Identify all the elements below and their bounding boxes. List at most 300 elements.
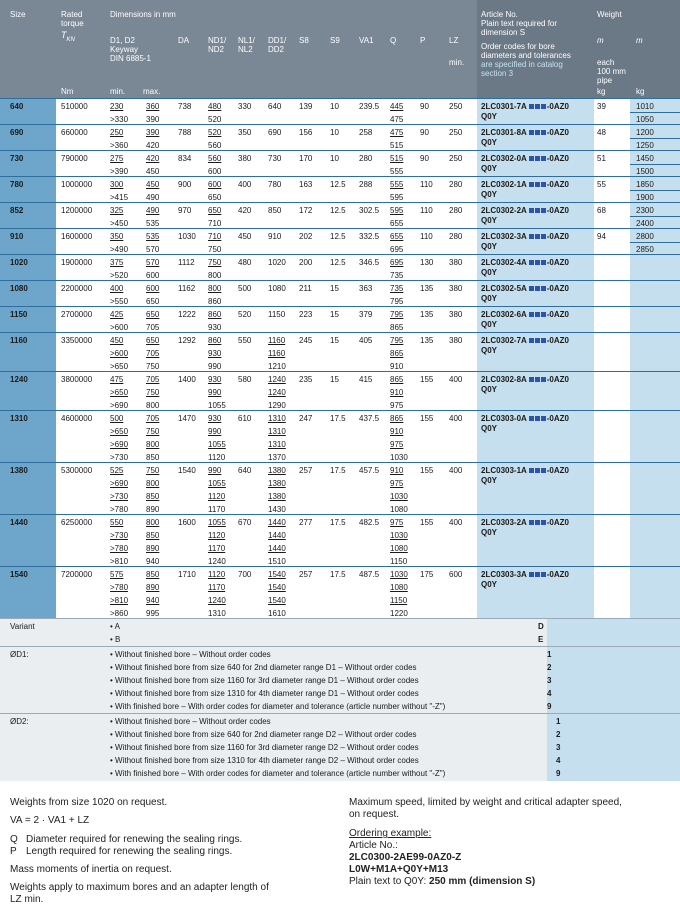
pipe-weight-value: 1850 <box>636 180 654 189</box>
lz-value: 250 <box>449 128 463 137</box>
placeholder-square-icon <box>535 182 540 187</box>
lz-value: 400 <box>449 414 463 423</box>
dd-value: 1510 <box>268 557 286 566</box>
table-row <box>0 566 680 619</box>
dd-value: 1430 <box>268 505 286 514</box>
hdr-m2: m <box>636 36 643 45</box>
placeholder-square-icon <box>529 468 534 473</box>
table-row <box>0 254 680 281</box>
q-value: 865 <box>390 375 404 384</box>
q-value: 910 <box>390 427 404 436</box>
bore-min: >330 <box>110 115 129 124</box>
table-header <box>0 0 680 98</box>
q-value: 555 <box>390 180 404 189</box>
bore-min: >600 <box>110 323 129 332</box>
s8-value: 235 <box>299 375 313 384</box>
bullet-icon: • <box>110 663 116 672</box>
hdr-dims: Dimensions in mm <box>110 10 176 19</box>
placeholder-square-icon <box>541 377 546 382</box>
article-base: 2LC0302-2A <box>481 206 527 215</box>
q-value: 695 <box>390 258 404 267</box>
article-number[interactable] <box>481 375 569 395</box>
va1-value: 280 <box>359 154 373 163</box>
size-value: 1020 <box>10 258 28 267</box>
s9-value: 17.5 <box>330 518 346 527</box>
lz-value: 400 <box>449 466 463 475</box>
dd-value: 1290 <box>268 401 286 410</box>
torque-value: 790000 <box>61 154 88 163</box>
nl-value: 330 <box>238 102 252 111</box>
lz-value: 250 <box>449 102 463 111</box>
size-cell-bg <box>0 177 56 203</box>
article-suffix: -0AZ0 <box>546 154 569 163</box>
s8-value: 223 <box>299 310 313 319</box>
weights-note: Weights from size 1020 on request. <box>10 797 168 808</box>
hdr-torque-unit: Nm <box>61 87 74 96</box>
option-code: 1 <box>556 717 561 726</box>
q-value: 975 <box>390 518 404 527</box>
kg-value: 48 <box>597 128 606 137</box>
nd-value: 930 <box>208 414 222 423</box>
q-value: 795 <box>390 310 404 319</box>
pipe-weight-value: 1250 <box>636 141 654 150</box>
bore-max: 570 <box>146 258 160 267</box>
article-code: Q0Y <box>481 112 498 121</box>
codes-example: L0W+M1A+Q0Y+M13 <box>349 864 449 875</box>
bore-min: >730 <box>110 453 129 462</box>
nd-value: 650 <box>208 206 222 215</box>
hdr-kg1: kg <box>597 87 606 96</box>
bore-max: 600 <box>146 284 160 293</box>
bore-min: 250 <box>110 128 124 137</box>
placeholder-square-icon <box>535 260 540 265</box>
torque-value: 510000 <box>61 102 88 111</box>
placeholder-square-icon <box>541 312 546 317</box>
dd-value: 1370 <box>268 453 286 462</box>
weight-cell-bg <box>630 515 680 567</box>
article-base: 2LC0302-3A <box>481 232 527 241</box>
article-number[interactable] <box>481 466 569 486</box>
weight-cell-bg <box>630 411 680 463</box>
nl-value: 550 <box>238 336 252 345</box>
placeholder-square-icon <box>529 182 534 187</box>
bore-max: 705 <box>146 375 160 384</box>
pipe-weight-value: 1010 <box>636 102 654 111</box>
bore-max: 535 <box>146 232 160 241</box>
q-note <box>10 834 243 846</box>
option-code: 3 <box>556 743 561 752</box>
bore-min: >415 <box>110 193 129 202</box>
bore-min: >810 <box>110 596 129 605</box>
bore-max: 450 <box>146 167 160 176</box>
bore-max: 750 <box>146 362 160 371</box>
q-value: 515 <box>390 154 404 163</box>
size-value: 1150 <box>10 310 28 319</box>
placeholder-square-icon <box>529 156 534 161</box>
s9-value: 17.5 <box>330 570 346 579</box>
q-value: 655 <box>390 232 404 241</box>
option-item[interactable] <box>110 741 419 754</box>
weight-cell-bg <box>630 281 680 307</box>
article-number[interactable] <box>481 518 569 538</box>
dd-value: 1540 <box>268 570 286 579</box>
bore-min: 300 <box>110 180 124 189</box>
nl-value: 580 <box>238 375 252 384</box>
pipe-weight-value: 2800 <box>636 232 654 241</box>
option-item[interactable] <box>110 674 419 687</box>
da-value: 1540 <box>178 466 196 475</box>
article-number[interactable] <box>481 232 569 252</box>
hdr-torque-1: Rated <box>61 10 83 19</box>
nd-value: 1170 <box>208 505 226 514</box>
option-item[interactable] <box>110 754 419 767</box>
hdr-dd1: DD1/ <box>268 36 287 45</box>
bore-min: >650 <box>110 362 129 371</box>
option-item[interactable] <box>110 700 445 713</box>
option-item[interactable] <box>110 620 120 633</box>
hdr-nd2: ND2 <box>208 45 225 54</box>
size-value: 1440 <box>10 518 28 527</box>
article-number[interactable] <box>481 284 569 304</box>
q-value: 555 <box>390 167 404 176</box>
weight-cell-bg <box>630 255 680 281</box>
p-value: 155 <box>420 375 434 384</box>
va1-value: 379 <box>359 310 373 319</box>
placeholder-square-icon <box>529 130 534 135</box>
torque-value: 1900000 <box>61 258 93 267</box>
article-base: 2LC0302-7A <box>481 336 527 345</box>
dd-value: 1240 <box>268 375 286 384</box>
size-value: 1160 <box>10 336 28 345</box>
va1-value: 457.5 <box>359 466 380 475</box>
ordering-title: Ordering example: <box>349 828 432 839</box>
nd-value: 600 <box>208 180 222 189</box>
bore-min: >730 <box>110 531 129 540</box>
bore-max: 650 <box>146 336 160 345</box>
article-number[interactable] <box>481 102 569 122</box>
nd-value: 750 <box>208 245 222 254</box>
va1-value: 346.5 <box>359 258 380 267</box>
p-value: 110 <box>420 232 433 241</box>
pipe-weight-value: 1500 <box>636 167 654 176</box>
va1-value: 405 <box>359 336 373 345</box>
size-cell-bg <box>0 307 56 333</box>
table-row <box>0 514 680 567</box>
q-value: 1030 <box>390 492 408 501</box>
hdr-s9: S9 <box>330 36 340 45</box>
bore-min: >650 <box>110 427 129 436</box>
hdr-article-l2: dimension S <box>481 28 526 37</box>
article-number[interactable] <box>481 154 569 174</box>
q-value: 865 <box>390 323 404 332</box>
s8-value: 202 <box>299 232 313 241</box>
catalog-section-link-2[interactable]: section 3 <box>481 69 514 78</box>
nd-value: 860 <box>208 310 222 319</box>
nl-value: 420 <box>238 206 252 215</box>
size-cell-bg <box>0 515 56 567</box>
article-code: Q0Y <box>481 580 498 589</box>
placeholder-square-icon <box>535 338 540 343</box>
nd-value: 480 <box>208 102 222 111</box>
dd-value: 910 <box>268 232 282 241</box>
bore-min: 400 <box>110 284 124 293</box>
weights-apply-2: LZ min. <box>10 894 44 905</box>
bullet-icon: • <box>110 689 116 698</box>
option-item[interactable] <box>110 661 417 674</box>
pipe-weight-value: 2850 <box>636 245 654 254</box>
bore-min: 375 <box>110 258 124 267</box>
q-value: 1030 <box>390 453 408 462</box>
nd-value: 1120 <box>208 492 226 501</box>
nd-value: 1240 <box>208 596 226 605</box>
size-cell-bg <box>0 229 56 255</box>
placeholder-square-icon <box>529 377 534 382</box>
article-number[interactable] <box>481 258 569 278</box>
kg-value: 51 <box>597 154 606 163</box>
option-item[interactable] <box>110 715 271 728</box>
placeholder-square-icon <box>535 104 540 109</box>
kg-cell-bg <box>594 567 630 619</box>
q-value: 1150 <box>390 557 408 566</box>
placeholder-square-icon <box>529 234 534 239</box>
placeholder-square-icon <box>535 416 540 421</box>
bore-max: 750 <box>146 427 160 436</box>
lz-value: 380 <box>449 284 463 293</box>
dd-value: 1440 <box>268 531 286 540</box>
nd-value: 1055 <box>208 479 226 488</box>
hdr-p: P <box>420 36 426 45</box>
article-suffix: -0AZ0 <box>546 310 569 319</box>
article-suffix: -0AZ0 <box>546 102 569 111</box>
article-number[interactable] <box>481 570 569 590</box>
bore-max: 750 <box>146 388 160 397</box>
va1-value: 437.5 <box>359 414 380 423</box>
option-text: Without finished bore from size 1160 for 3rd diameter range D1 – Without order codes <box>115 676 419 685</box>
size-cell-bg <box>0 281 56 307</box>
size-cell-bg <box>0 463 56 515</box>
bore-min: 325 <box>110 206 124 215</box>
article-number[interactable] <box>481 180 569 200</box>
da-value: 834 <box>178 154 192 163</box>
p-value: 135 <box>420 310 434 319</box>
placeholder-square-icon <box>535 377 540 382</box>
torque-value: 2700000 <box>61 310 93 319</box>
s8-value: 156 <box>299 128 313 137</box>
bore-max: 705 <box>146 349 160 358</box>
hdr-article-l4: diameters and tolerances <box>481 51 571 60</box>
kg-cell-bg <box>594 515 630 567</box>
article-number[interactable] <box>481 310 569 330</box>
article-suffix: -0AZ0 <box>546 466 569 475</box>
q-key: Q <box>10 834 18 845</box>
option-code: 9 <box>556 769 561 778</box>
hdr-lz: LZ <box>449 36 459 45</box>
option-text: Without finished bore from size 640 for 2nd diameter range D2 – Without order codes <box>115 730 417 739</box>
q-value: 1080 <box>390 544 408 553</box>
bullet-icon: • <box>110 622 115 631</box>
hdr-each3: pipe <box>597 76 613 85</box>
nd-value: 1120 <box>208 453 226 462</box>
option-item[interactable] <box>110 687 419 700</box>
size-cell-bg <box>0 203 56 229</box>
nd-value: 860 <box>208 297 222 306</box>
bore-min: >390 <box>110 167 129 176</box>
option-item[interactable] <box>110 767 445 780</box>
torque-value: 3800000 <box>61 375 93 384</box>
dd-value: 1440 <box>268 544 286 553</box>
bore-min: >600 <box>110 349 129 358</box>
bore-min: >650 <box>110 388 129 397</box>
table-row <box>0 306 680 333</box>
q-value: 735 <box>390 284 404 293</box>
s8-value: 211 <box>299 284 312 293</box>
table-row <box>0 202 680 229</box>
option-group <box>0 618 680 647</box>
nl-value: 640 <box>238 466 252 475</box>
nd-value: 800 <box>208 284 222 293</box>
dd-value: 1380 <box>268 479 286 488</box>
q-value: 475 <box>390 115 404 124</box>
s8-value: 200 <box>299 258 313 267</box>
size-cell-bg <box>0 151 56 177</box>
q-value: 975 <box>390 401 404 410</box>
dd-value: 1240 <box>268 388 286 397</box>
article-base: 2LC0303-2A <box>481 518 527 527</box>
placeholder-square-icon <box>535 156 540 161</box>
bore-max: 800 <box>146 440 160 449</box>
weight-cell-bg <box>630 307 680 333</box>
da-value: 1710 <box>178 570 196 579</box>
p-value: 155 <box>420 414 434 423</box>
nl-value: 400 <box>238 180 252 189</box>
p-value: 110 <box>420 206 433 215</box>
bullet-icon: • <box>110 730 116 739</box>
nl-value: 480 <box>238 258 252 267</box>
option-text: Without finished bore – Without order codes <box>115 650 271 659</box>
placeholder-square-icon <box>541 520 546 525</box>
bore-max: 420 <box>146 154 160 163</box>
bullet-icon: • <box>110 650 116 659</box>
p-text: Length required for renewing the sealing rings. <box>26 846 233 857</box>
va1-value: 332.5 <box>359 232 380 241</box>
option-item[interactable] <box>110 648 271 661</box>
catalog-section-link[interactable]: are specified in catalog <box>481 60 563 69</box>
article-code: Q0Y <box>481 242 498 251</box>
q-value: 795 <box>390 336 404 345</box>
option-label: Variant <box>10 622 35 631</box>
dd-value: 1540 <box>268 583 286 592</box>
article-base: 2LC0301-8A <box>481 128 527 137</box>
article-base: 2LC0302-8A <box>481 375 527 384</box>
option-item[interactable] <box>110 633 120 646</box>
placeholder-square-icon <box>541 338 546 343</box>
dd-value: 1610 <box>268 609 286 618</box>
bore-min: >490 <box>110 245 129 254</box>
nd-value: 1055 <box>208 518 226 527</box>
article-number[interactable] <box>481 206 569 226</box>
bore-min: >450 <box>110 219 129 228</box>
placeholder-square-icon <box>535 520 540 525</box>
nd-value: 750 <box>208 258 222 267</box>
size-cell-bg <box>0 99 56 125</box>
size-value: 730 <box>10 154 24 163</box>
dd-value: 780 <box>268 180 282 189</box>
q-value: 445 <box>390 102 404 111</box>
plain-text-label: Plain text to Q0Y: <box>349 876 427 887</box>
placeholder-square-icon <box>541 234 546 239</box>
bullet-icon: • <box>110 702 116 711</box>
article-number[interactable] <box>481 128 569 148</box>
q-value: 975 <box>390 479 404 488</box>
option-group <box>0 713 680 781</box>
option-code: 4 <box>556 756 561 765</box>
article-suffix: -0AZ0 <box>546 258 569 267</box>
size-cell-bg <box>0 255 56 281</box>
size-value: 690 <box>10 128 24 137</box>
bore-max: 940 <box>146 596 160 605</box>
option-text: Without finished bore from size 1310 for 4th diameter range D1 – Without order codes <box>115 689 419 698</box>
nd-value: 860 <box>208 336 222 345</box>
mass-note: Mass moments of inertia on request. <box>10 864 172 875</box>
max-speed-1: Maximum speed, limited by weight and critical adapter speed, <box>349 797 622 808</box>
hdr-max: max. <box>143 87 161 96</box>
option-text: A <box>114 622 120 631</box>
dd-value: 1150 <box>268 310 286 319</box>
nl-value: 500 <box>238 284 252 293</box>
article-number[interactable] <box>481 336 569 356</box>
kg-cell-bg <box>594 307 630 333</box>
article-number[interactable] <box>481 414 569 434</box>
bore-max: 390 <box>146 128 160 137</box>
article-code: Q0Y <box>481 164 498 173</box>
hdr-each1: each <box>597 58 615 67</box>
option-text-bg <box>0 619 547 647</box>
weight-divider <box>630 190 680 191</box>
s8-value: 139 <box>299 102 313 111</box>
bore-min: >780 <box>110 544 129 553</box>
table-row <box>0 124 680 151</box>
kg-value: 68 <box>597 206 606 215</box>
bore-max: 940 <box>146 557 160 566</box>
size-value: 910 <box>10 232 24 241</box>
size-value: 1540 <box>10 570 28 579</box>
article-base: 2LC0303-3A <box>481 570 527 579</box>
p-value: 130 <box>420 258 434 267</box>
article-suffix: -0AZ0 <box>546 206 569 215</box>
article-code: Q0Y <box>481 268 498 277</box>
hdr-torque-sym: $T_{KN}$ <box>61 30 75 43</box>
da-value: 1030 <box>178 232 196 241</box>
q-value: 1080 <box>390 505 408 514</box>
nd-value: 930 <box>208 375 222 384</box>
bore-max: 600 <box>146 271 160 280</box>
nd-value: 990 <box>208 362 222 371</box>
hdr-da: DA <box>178 36 190 45</box>
kg-cell-bg <box>594 255 630 281</box>
da-value: 1292 <box>178 336 196 345</box>
weight-divider <box>630 164 680 165</box>
hdr-article-l3: Order codes for bore <box>481 42 555 51</box>
article-base: 2LC0302-5A <box>481 284 527 293</box>
article-suffix: -0AZ0 <box>546 570 569 579</box>
s9-value: 10 <box>330 128 339 137</box>
placeholder-square-icon <box>541 208 546 213</box>
nd-value: 560 <box>208 154 222 163</box>
option-item[interactable] <box>110 728 417 741</box>
q-value: 865 <box>390 349 404 358</box>
placeholder-square-icon <box>529 416 534 421</box>
dd-value: 850 <box>268 206 282 215</box>
